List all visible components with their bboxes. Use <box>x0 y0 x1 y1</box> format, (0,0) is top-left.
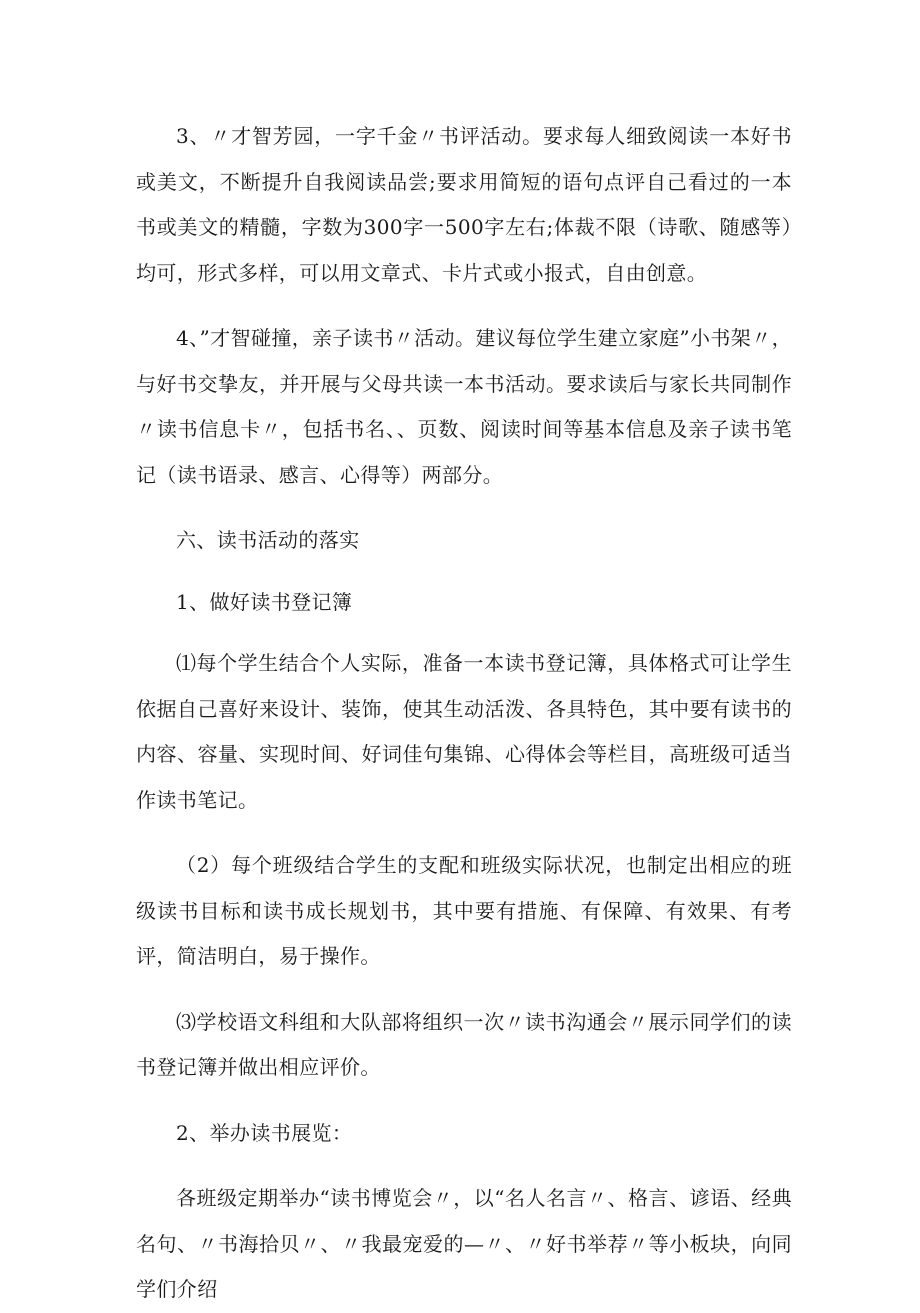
section-heading-implementation: 六、读书活动的落实 <box>176 528 360 552</box>
subheading-reading-register: 1、做好读书登记簿 <box>176 589 353 614</box>
paragraph-exhibition-details: 各班级定期举办“读书博览会〃，以“名人名言〃、格言、谚语、经典名句、〃书海拾贝〃、〃我最宠爱的—〃、〃好书举荐〃等小板块，向同学们介绍 <box>136 1186 792 1301</box>
paragraph-item-3: ⑶学校语文科组和大队部将组织一次〃读书沟通会〃展示同学们的读书登记簿并做出相应评价。 <box>136 1009 792 1079</box>
subheading-reading-exhibition: 2、举办读书展览： <box>176 1120 353 1145</box>
paragraph-book-review-activity: 3、〃才智芳园，一字千金〃书评活动。要求每人细致阅读一本好书或美文，不断提升自我阅读品尝;要求用简短的语句点评自己看过的一本书或美文的精髓，字数为300字一500字左右;体裁不限（诗歌、随感等）均可，形式多样，可以用文章式、卡片式或小报式，自由创意。 <box>136 124 792 285</box>
paragraph-item-1: ⑴每个学生结合个人实际，准备一本读书登记簿，具体格式可让学生依据自己喜好来设计、装饰，使其生动活泼、各具特色，其中要有读书的内容、容量、实现时间、好词佳句集锦、心得体会等栏目，高班级可适当作读书笔记。 <box>136 651 792 812</box>
paragraph-parent-child-reading: 4、”才智碰撞，亲子读书〃活动。建议每位学生建立家庭”小书架〃，与好书交挚友，并开展与父母共读一本书活动。要求读后与家长共同制作〃读书信息卡〃，包括书名、、页数、阅读时间等基本信息及亲子读书笔记（读书语录、感言、心得等）两部分。 <box>136 326 792 487</box>
paragraph-item-2: （2）每个班级结合学生的支配和班级实际状况，也制定出相应的班级读书目标和读书成长规划书，其中要有措施、有保障、有效果、有考评，简洁明白，易于操作。 <box>136 853 792 968</box>
document-body <box>136 114 792 1313</box>
